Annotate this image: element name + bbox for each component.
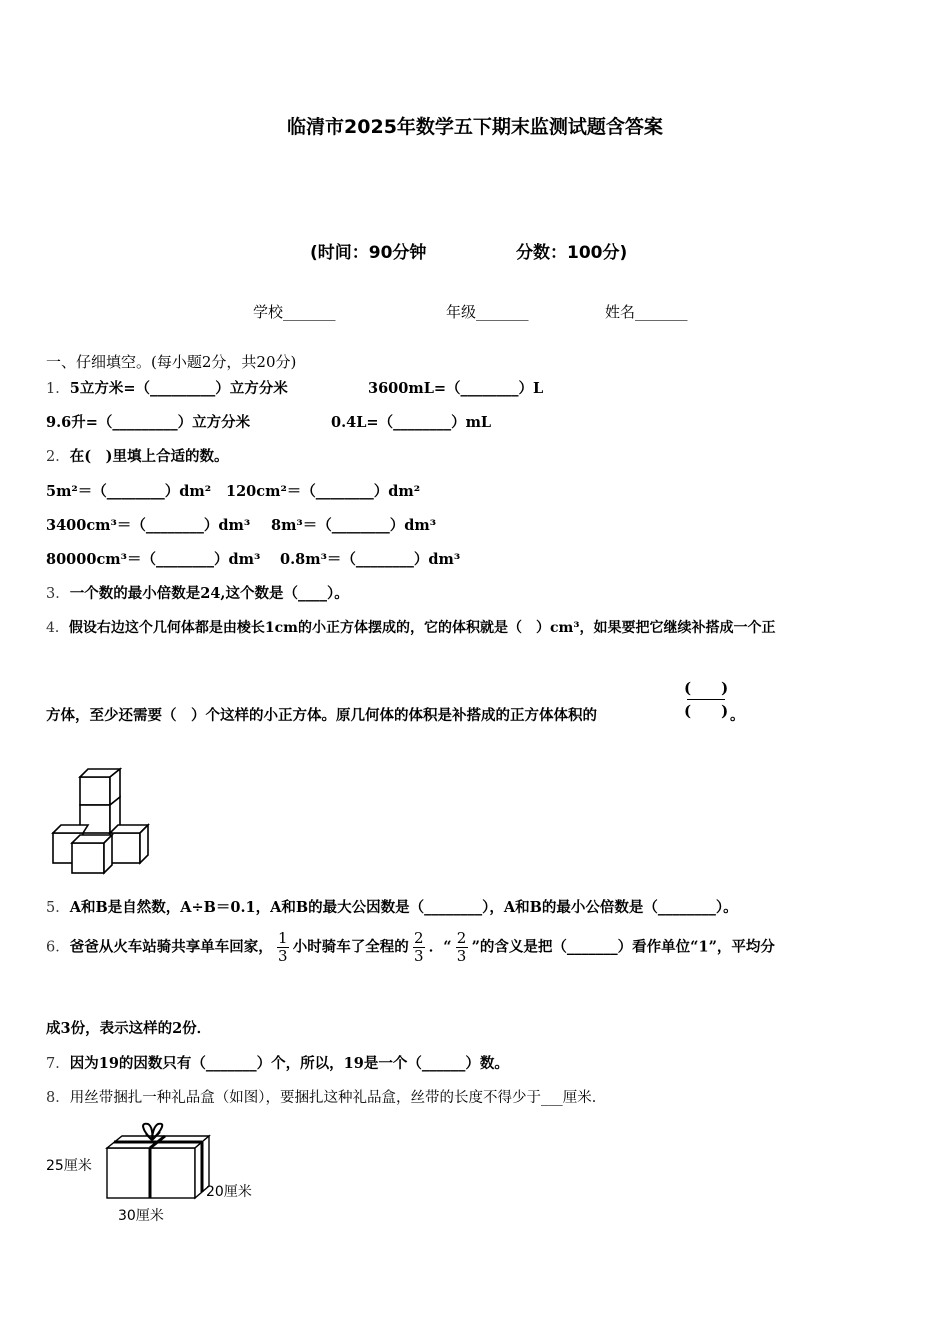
q5-text: A和B是自然数，A÷B＝0.1，A和B的最大公因数是（________），A和B的最小公倍数是（________）。 [69, 899, 738, 916]
question-number: 6． [46, 939, 70, 956]
q2-r2b: 8m³＝（________）dm³ [271, 517, 437, 534]
question-number: 8． [46, 1090, 70, 1106]
gift-box-figure [44, 1116, 274, 1228]
q2-r1a: 5m²＝（________）dm² [46, 483, 212, 500]
q8-text: 用丝带捆扎一种礼品盒（如图），要捆扎这种礼品盒，丝带的长度不得少于___厘米． [69, 1090, 607, 1106]
frac-den: 3 [277, 947, 288, 965]
question-number: 1． [46, 381, 70, 397]
q4-line1: 假设右边这个几何体都是由棱长1cm的小正方体摆成的，它的体积就是（ ）cm³，如果要把它继续补搭成一个正 [68, 620, 776, 636]
q4-frac-num: ( ) [684, 679, 729, 697]
frac-num: 2 [456, 929, 467, 947]
question-7 [46, 1052, 509, 1073]
fraction-two-thirds-quoted [456, 930, 468, 965]
name-field: 姓名_______ [605, 303, 688, 321]
section-heading: 一、仔细填空。(每小题2分，共20分) [46, 353, 297, 371]
fraction-two-thirds [413, 930, 425, 965]
frac-num: 2 [413, 929, 424, 947]
frac-den: 3 [456, 947, 467, 965]
frac-den: 3 [413, 947, 424, 965]
q2-r3a: 80000cm³＝（________）dm³ [46, 551, 261, 568]
q2-r2a: 3400cm³＝（________）dm³ [46, 517, 251, 534]
fraction-one-third [277, 930, 289, 965]
question-number: 2． [46, 449, 70, 465]
exam-time: (时间：90分钟 [310, 243, 427, 263]
q2-r1b: 120cm²＝（________）dm² [226, 483, 421, 500]
q4-frac-den: ( ) [684, 702, 729, 720]
question-1-row-1 [46, 377, 288, 398]
question-2 [46, 445, 228, 466]
q2-r3b: 0.8m³＝（________）dm³ [280, 551, 461, 568]
q1-part-c: 9.6升=（_________）立方分米 [46, 414, 251, 431]
q6-t2: 小时骑车了全程的 [292, 938, 409, 956]
grade-field: 年级_______ [446, 303, 529, 321]
q4-end: 。 [730, 707, 745, 724]
q4-fraction [684, 677, 728, 722]
exam-score: 分数：100分) [516, 243, 628, 263]
question-3 [46, 582, 349, 603]
q6-t4: ”的含义是把（_______）看作单位“1”，平均分 [471, 938, 775, 956]
q1-part-a: 5立方米=（_________）立方分米 [69, 380, 288, 397]
question-number: 5． [46, 900, 70, 916]
question-8 [46, 1086, 606, 1107]
q2-text: 在( )里填上合适的数。 [69, 448, 229, 465]
depth-label: 20厘米 [206, 1184, 252, 1200]
q1-part-d: 0.4L=（________）mL [331, 414, 492, 431]
question-4-line-1 [46, 617, 775, 637]
width-label: 30厘米 [118, 1208, 164, 1224]
frac-num: 1 [277, 929, 288, 947]
q7-text: 因为19的因数只有（_______）个，所以，19是一个（______）数。 [69, 1055, 509, 1072]
q3-text: 一个数的最小倍数是24,这个数是（____）。 [69, 585, 349, 602]
q6-t3: ．“ [428, 938, 452, 956]
school-field: 学校_______ [253, 303, 336, 321]
fraction-bar [687, 699, 725, 700]
question-number: 7． [46, 1056, 70, 1072]
cube-stack-figure [50, 765, 155, 875]
question-number: 4． [46, 620, 69, 636]
height-label: 25厘米 [46, 1158, 92, 1174]
q4-line2: 方体，至少还需要（ ）个这样的小正方体。原几何体的体积是补搭成的正方体体积的 [46, 707, 597, 724]
question-5 [46, 896, 738, 917]
q6-t1: 爸爸从火车站骑共享单车回家， [69, 938, 273, 956]
q6-line2: 成3份，表示这样的2份． [46, 1020, 212, 1037]
question-number: 3． [46, 586, 70, 602]
q1-part-b: 3600mL=（________）L [368, 380, 544, 397]
page-title: 临清市2025年数学五下期末监测试题含答案 [287, 116, 663, 138]
question-6 [46, 930, 775, 965]
